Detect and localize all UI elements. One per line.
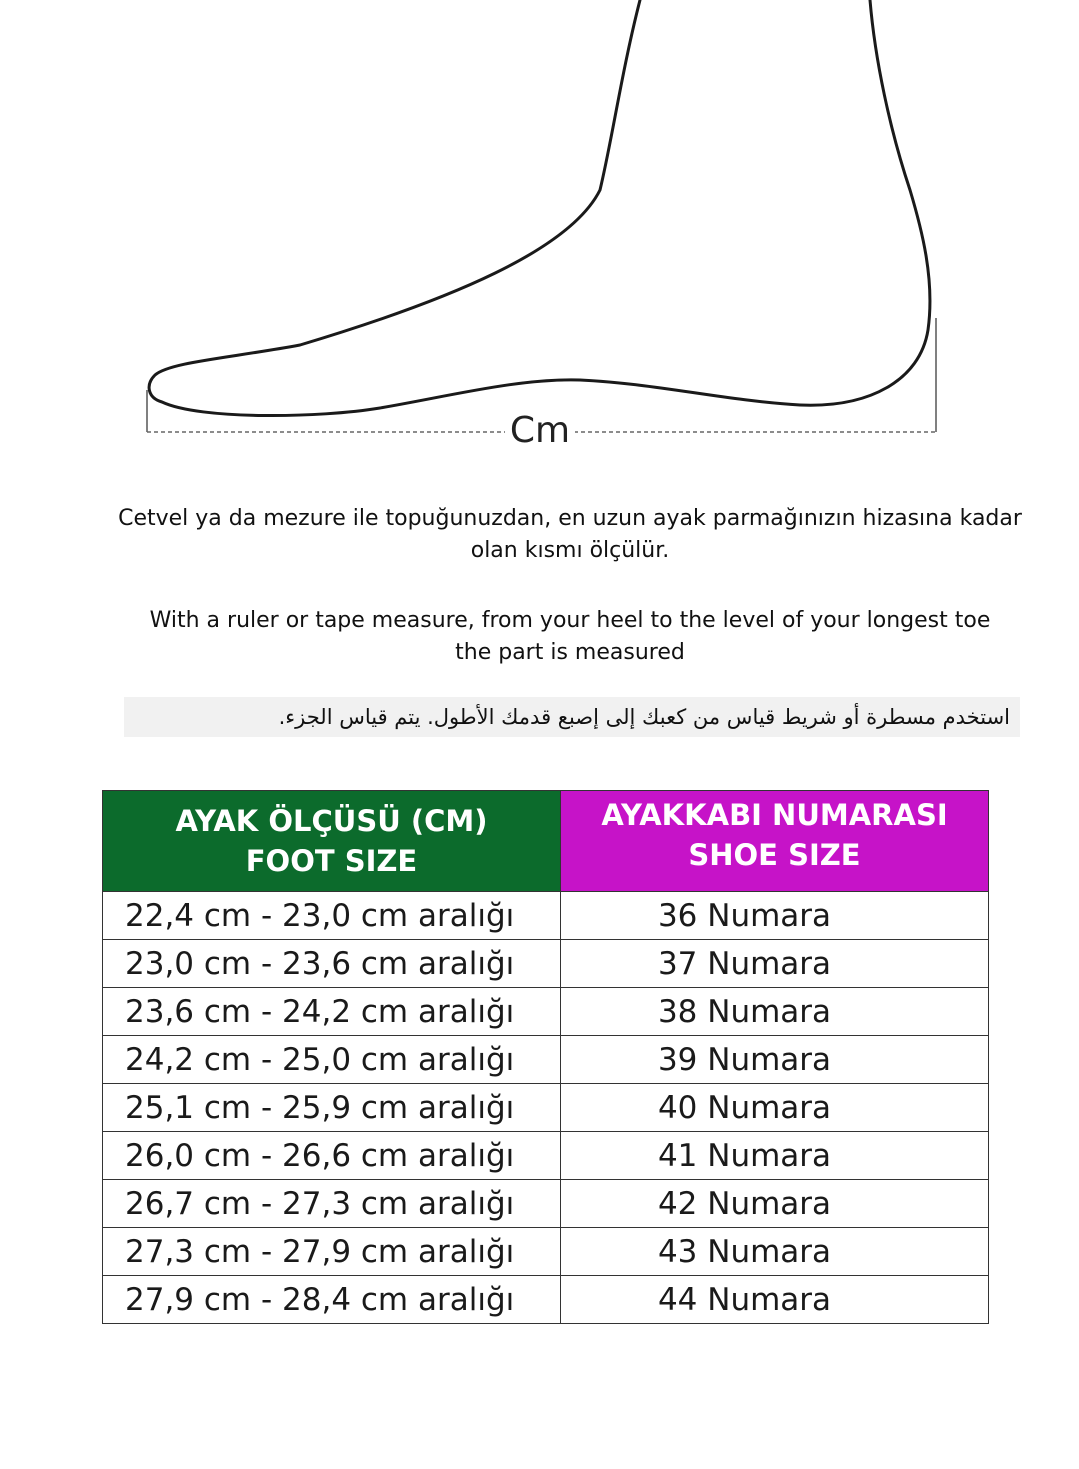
shoe-size-header <box>561 791 989 892</box>
shoe-size-cell: 38 Numara <box>561 988 989 1036</box>
foot-size-cell: 26,7 cm - 27,3 cm aralığı <box>103 1180 561 1228</box>
foot-size-cell: 27,9 cm - 28,4 cm aralığı <box>103 1276 561 1324</box>
table-row <box>103 1276 989 1324</box>
shoe-size-cell: 41 Numara <box>561 1132 989 1180</box>
foot-size-cell: 27,3 cm - 27,9 cm aralığı <box>103 1228 561 1276</box>
shoe-size-cell: 44 Numara <box>561 1276 989 1324</box>
arabic-instruction: استخدم مسطرة أو شريط قياس من كعبك إلى إصبع قدمك الأطول. يتم قياس الجزء. <box>124 697 1020 737</box>
size-chart-table <box>102 790 989 1324</box>
table-row <box>103 1036 989 1084</box>
foot-size-cell: 26,0 cm - 26,6 cm aralığı <box>103 1132 561 1180</box>
shoe-size-cell: 40 Numara <box>561 1084 989 1132</box>
foot-size-cell: 24,2 cm - 25,0 cm aralığı <box>103 1036 561 1084</box>
shoe-size-header-line2: SHOE SIZE <box>688 838 861 872</box>
english-instruction-line2: the part is measured <box>455 640 685 665</box>
table-row <box>103 1132 989 1180</box>
foot-size-header-line2: FOOT SIZE <box>245 844 418 878</box>
english-instruction <box>90 605 1050 669</box>
table-row <box>103 988 989 1036</box>
shoe-size-cell: 42 Numara <box>561 1180 989 1228</box>
shoe-size-cell: 39 Numara <box>561 1036 989 1084</box>
foot-size-header-line1: AYAK ÖLÇÜSÜ (CM) <box>175 804 488 838</box>
turkish-instruction-line2: olan kısmı ölçülür. <box>470 538 670 563</box>
shoe-size-cell: 43 Numara <box>561 1228 989 1276</box>
table-row <box>103 1180 989 1228</box>
turkish-instruction-line1: Cetvel ya da mezure ile topuğunuzdan, en uzun ayak parmağınızın hizasına kadar <box>118 506 1022 531</box>
table-row <box>103 1228 989 1276</box>
foot-outline <box>149 0 930 416</box>
foot-outline-illustration <box>0 0 1079 470</box>
foot-size-cell: 22,4 cm - 23,0 cm aralığı <box>103 892 561 940</box>
turkish-instruction <box>90 503 1050 567</box>
shoe-size-header-line1: AYAKKABI NUMARASI <box>601 798 948 832</box>
foot-size-cell: 25,1 cm - 25,9 cm aralığı <box>103 1084 561 1132</box>
table-row <box>103 892 989 940</box>
shoe-size-cell: 36 Numara <box>561 892 989 940</box>
foot-size-cell: 23,6 cm - 24,2 cm aralığı <box>103 988 561 1036</box>
size-chart-header-row <box>103 791 989 892</box>
shoe-size-cell: 37 Numara <box>561 940 989 988</box>
measure-label: Cm <box>505 410 575 451</box>
table-row <box>103 940 989 988</box>
foot-size-header <box>103 791 561 892</box>
english-instruction-line1: With a ruler or tape measure, from your heel to the level of your longest toe <box>149 608 991 633</box>
foot-size-cell: 23,0 cm - 23,6 cm aralığı <box>103 940 561 988</box>
table-row <box>103 1084 989 1132</box>
